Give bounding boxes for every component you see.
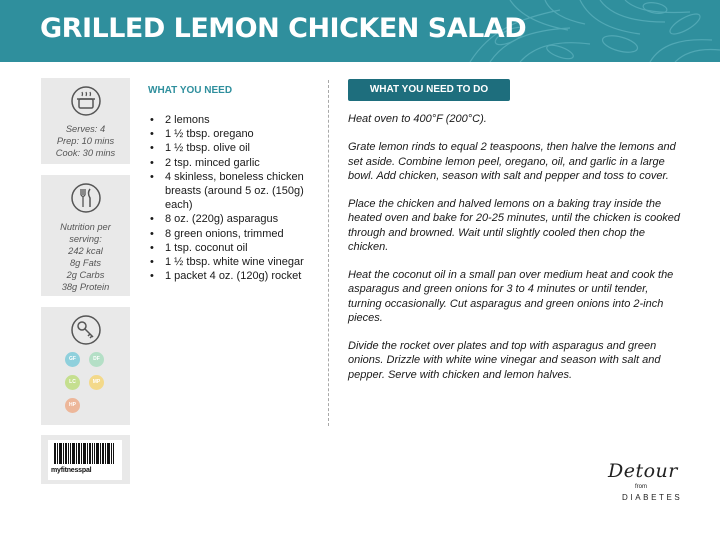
diet-card bbox=[41, 307, 130, 425]
barcode-card bbox=[41, 435, 130, 484]
list-item: • 1 tsp. coconut oil bbox=[149, 241, 319, 255]
method-step: Heat oven to 400°F (200°C). bbox=[348, 113, 487, 125]
myfitnesspal-barcode bbox=[48, 440, 122, 480]
low-carb-badge: LC bbox=[65, 375, 80, 390]
calories-line: 242 kcal bbox=[68, 246, 103, 256]
column-divider bbox=[328, 80, 329, 426]
fats-line: 8g Fats bbox=[69, 258, 101, 268]
high-protein-badge: HP bbox=[65, 398, 80, 413]
list-item: • 8 green onions, trimmed bbox=[149, 227, 319, 241]
list-item: • 2 lemons bbox=[149, 113, 319, 127]
method-steps bbox=[348, 112, 684, 396]
cook-line: Cook: 30 mins bbox=[55, 148, 116, 158]
list-item: • 1 ½ tbsp. oregano bbox=[149, 127, 319, 141]
list-item: • 1 ½ tbsp. white wine vinegar bbox=[149, 255, 319, 269]
myfitnesspal-label: myfitnesspal bbox=[51, 467, 92, 474]
nutrition-line: serving: bbox=[69, 234, 102, 244]
cutlery-icon bbox=[71, 183, 101, 213]
detour-from-diabetes-logo bbox=[600, 458, 700, 518]
dairy-free-badge: DF bbox=[89, 352, 104, 367]
ingredients-heading: WHAT YOU NEED bbox=[148, 85, 233, 96]
method-step: Grate lemon rinds to equal 2 teaspoons, then halve the lemons and set aside. Combine lemon peel, oregano, oil, and garlic in a large bowl. Add chicken, season with salt and pepper and toss to cover. bbox=[348, 141, 676, 182]
ingredient-list bbox=[149, 113, 319, 283]
serves-card bbox=[41, 78, 130, 164]
barcode-icon bbox=[54, 443, 114, 464]
method-step: Place the chicken and halved lemons on a baking tray inside the heated oven and bake for 20-25 minutes, until the chicken is cooked through and browned. Wait until slightly cooled then chop the chicken. bbox=[348, 198, 681, 253]
meal-prep-badge: MP bbox=[89, 375, 104, 390]
list-item: • 4 skinless, boneless chicken breasts (around 5 oz. (150g) each) bbox=[149, 170, 319, 213]
method-step: Heat the coconut oil in a small pan over medium heat and cook the asparagus and green onions for 3 to 4 minutes or until tender, turning occasionally. Cut asparagus and green onions into 2-inch pieces. bbox=[348, 269, 674, 324]
serves-line: Serves: 4 bbox=[65, 124, 106, 134]
list-item: • 8 oz. (220g) asparagus bbox=[149, 212, 319, 226]
logo-from: from bbox=[635, 484, 647, 490]
logo-word: Detour bbox=[608, 460, 678, 482]
logo-diabetes: DIABETES bbox=[622, 493, 683, 502]
list-item: • 1 packet 4 oz. (120g) rocket bbox=[149, 269, 319, 283]
nutrition-card bbox=[41, 175, 130, 296]
carbs-line: 2g Carbs bbox=[66, 270, 105, 280]
gluten-free-badge: GF bbox=[65, 352, 80, 367]
prep-line: Prep: 10 mins bbox=[56, 136, 115, 146]
list-item: • 1 ½ tbsp. olive oil bbox=[149, 141, 319, 155]
list-item: • 2 tsp. minced garlic bbox=[149, 156, 319, 170]
key-icon bbox=[71, 315, 101, 345]
nutrition-info bbox=[41, 221, 130, 293]
title-banner bbox=[0, 0, 720, 62]
nutrition-line: Nutrition per bbox=[60, 222, 111, 232]
serves-info bbox=[41, 123, 130, 159]
protein-line: 38g Protein bbox=[61, 282, 110, 292]
cooking-pot-icon bbox=[71, 86, 101, 116]
method-heading: WHAT YOU NEED TO DO bbox=[348, 79, 510, 101]
method-step: Divide the rocket over plates and top with asparagus and green onions. Drizzle with white wine vinegar and season with salt and pepper. Serve with chicken and lemon halves. bbox=[348, 340, 661, 381]
page-title: GRILLED LEMON CHICKEN SALAD bbox=[40, 13, 527, 44]
